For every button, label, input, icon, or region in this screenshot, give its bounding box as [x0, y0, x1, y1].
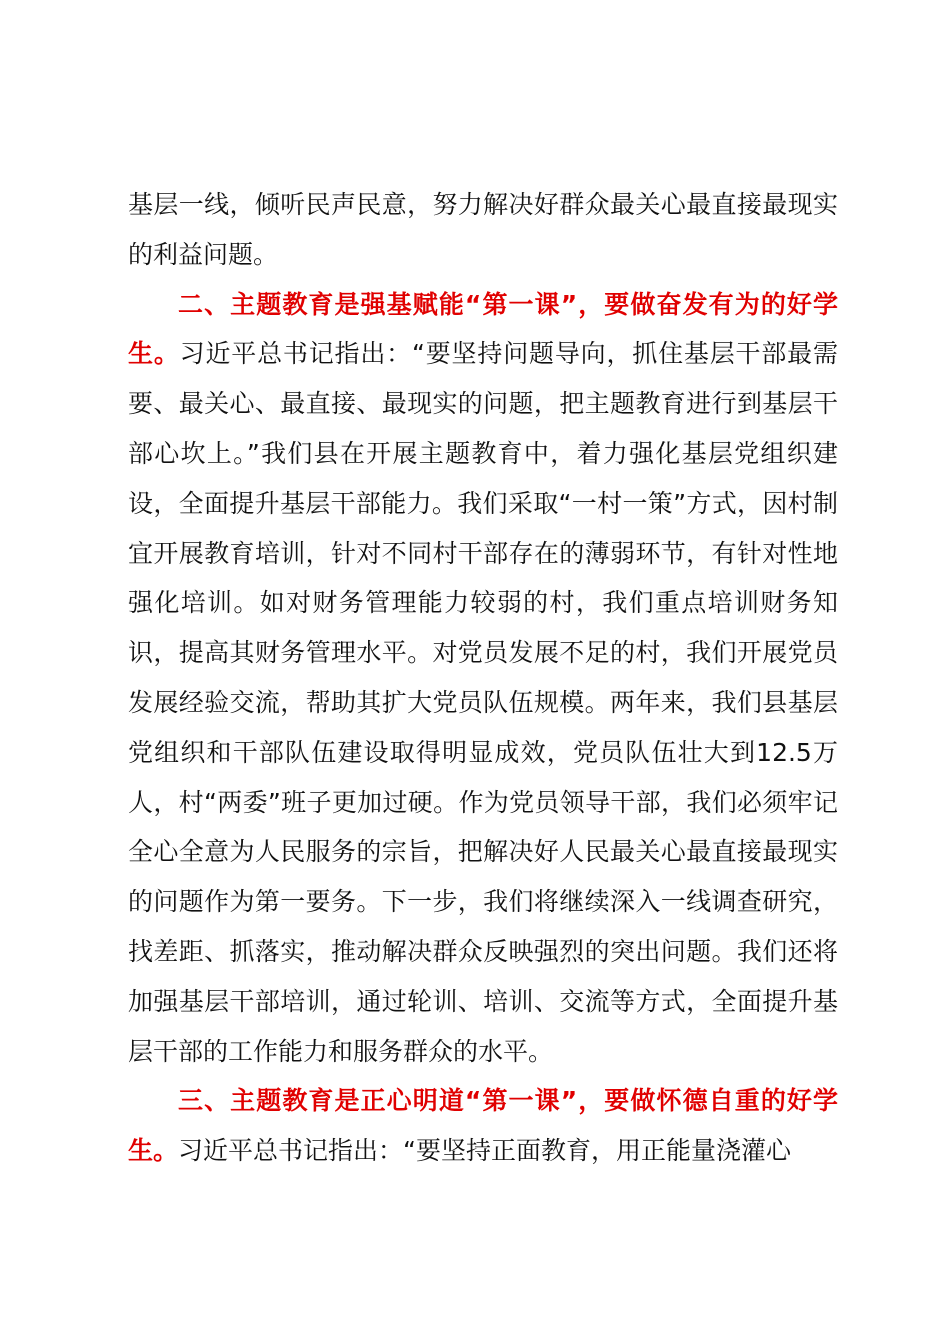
paragraph-section-2	[128, 280, 838, 1077]
paragraph-body: 习近平总书记指出：“要坚持问题导向，抓住基层干部最需要、最关心、最直接、最现实的问题，把主题教育进行到基层干部心坎上。”我们县在开展主题教育中，着力强化基层党组织建设，全面提升基层干部能力。我们采取“一村一策”方式，因村制宜开展教育培训，针对不同村干部存在的薄弱环节，有针对性地强化培训。如对财务管理能力较弱的村，我们重点培训财务知识，提高其财务管理水平。对党员发展不足的村，我们开展党员发展经验交流，帮助其扩大党员队伍规模。两年来，我们县基层党组织和干部队伍建设取得明显成效，党员队伍壮大到12.5万人，村“两委”班子更加过硬。作为党员领导干部，我们必须牢记全心全意为人民服务的宗旨，把解决好人民最关心最直接最现实的问题作为第一要务。下一步，我们将继续深入一线调查研究，找差距、抓落实，推动解决群众反映强烈的突出问题。我们还将加强基层干部培训，通过轮训、培训、交流等方式，全面提升基层干部的工作能力和服务群众的水平。	[128, 339, 838, 1066]
paragraph-section-3	[128, 1076, 838, 1176]
document-body	[128, 180, 838, 1176]
section-heading-3: 三、主题教育是正心明道“第一课”，要做怀德自重的好学生。	[128, 1086, 838, 1166]
paragraph-continuation	[128, 180, 838, 280]
paragraph-body: 习近平总书记指出：“要坚持正面教育，用正能量浇灌心	[178, 1136, 791, 1166]
section-heading-2: 二、主题教育是强基赋能“第一课”，要做奋发有为的好学生。	[128, 289, 838, 369]
paragraph-body: 基层一线，倾听民声民意，努力解决好群众最关心最直接最现实的利益问题。	[128, 190, 838, 269]
